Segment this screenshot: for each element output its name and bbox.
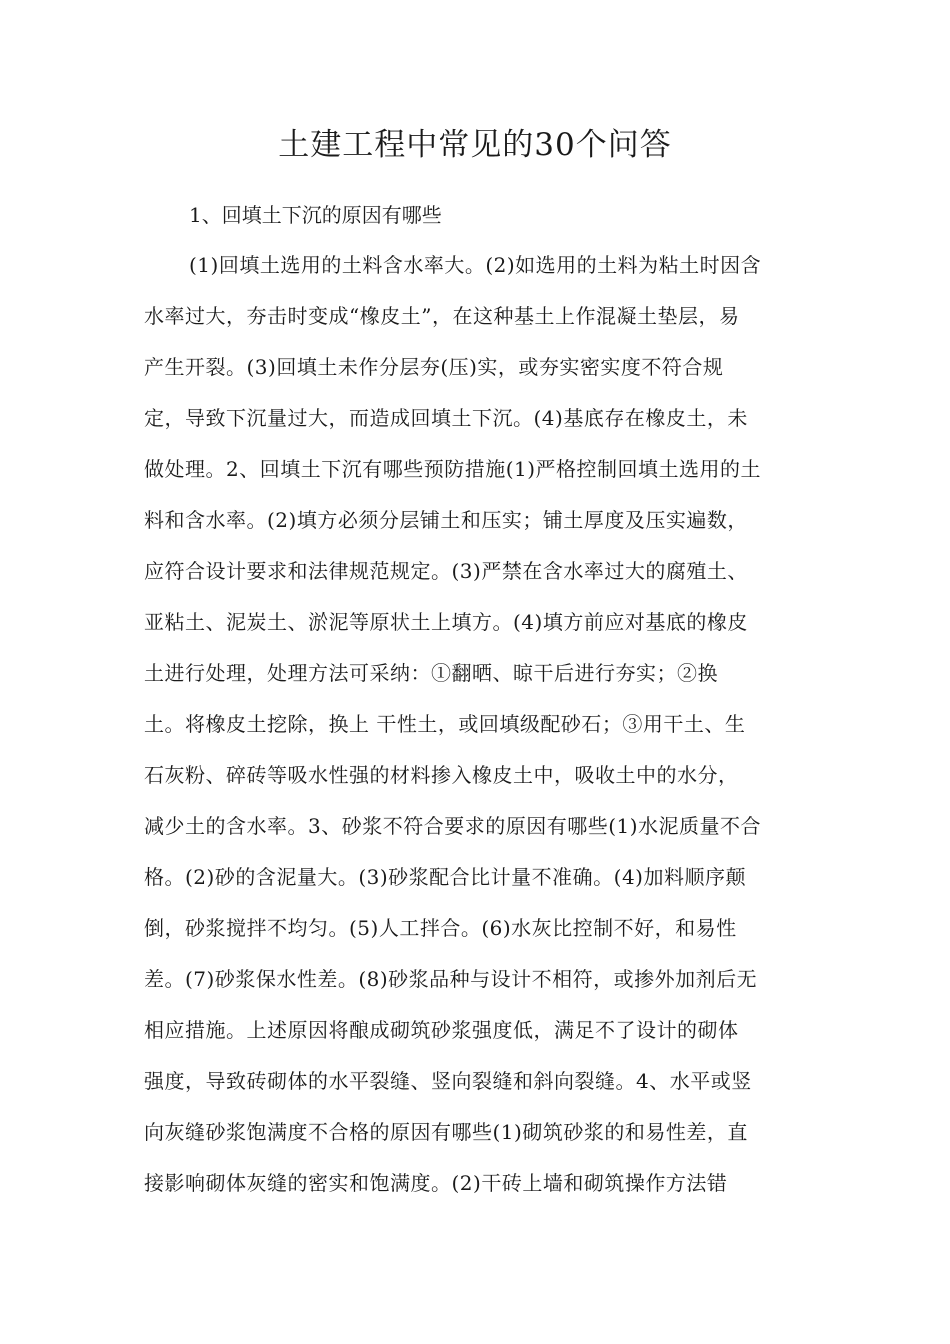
text-line: 强度，导致砖砌体的水平裂缝、竖向裂缝和斜向裂缝。4、水平或竖 bbox=[144, 1069, 752, 1093]
text-line: 土。将橡皮土挖除，换上 干性土，或回填级配砂石；③用干土、生 bbox=[144, 712, 746, 736]
text-line: 产生开裂。(3)回填土未作分层夯(压)实，或夯实密实度不符合规 bbox=[144, 355, 724, 379]
text-line: 接影响砌体灰缝的密实和饱满度。(2)干砖上墙和砌筑操作方法错 bbox=[144, 1171, 728, 1195]
text-line: 料和含水率。(2)填方必须分层铺土和压实；铺土厚度及压实遍数， bbox=[144, 508, 748, 532]
text-line: 应符合设计要求和法律规范规定。(3)严禁在含水率过大的腐殖土、 bbox=[144, 559, 748, 583]
text-line: 格。(2)砂的含泥量大。(3)砂浆配合比计量不准确。(4)加料顺序颠 bbox=[144, 865, 746, 889]
text-line: 做处理。2、回填土下沉有哪些预防措施(1)严格控制回填土选用的土 bbox=[144, 457, 762, 481]
text-line: 向灰缝砂浆饱满度不合格的原因有哪些(1)砌筑砂浆的和易性差，直 bbox=[144, 1120, 748, 1144]
text-line: 减少土的含水率。3、砂浆不符合要求的原因有哪些(1)水泥质量不合 bbox=[144, 814, 762, 838]
document-title: 土建工程中常见的30个问答 bbox=[278, 127, 672, 163]
text-line: 水率过大，夯击时变成“橡皮土”，在这种基土上作混凝土垫层，易 bbox=[144, 304, 740, 328]
text-line: 亚粘土、泥炭土、淤泥等原状土上填方。(4)填方前应对基底的橡皮 bbox=[144, 610, 748, 634]
text-line: 石灰粉、碎砖等吸水性强的材料掺入橡皮土中，吸收土中的水分， bbox=[144, 763, 739, 787]
text-line: 土进行处理，处理方法可采纳：①翻晒、晾干后进行夯实；②换 bbox=[144, 661, 718, 685]
text-line: 倒，砂浆搅拌不均匀。(5)人工拌合。(6)水灰比控制不好，和易性 bbox=[144, 916, 737, 940]
text-line: 差。(7)砂浆保水性差。(8)砂浆品种与设计不相符，或掺外加剂后无 bbox=[144, 967, 758, 991]
text-line: 定，导致下沉量过大，而造成回填土下沉。(4)基底存在橡皮土，未 bbox=[144, 406, 748, 430]
text-line: 相应措施。上述原因将酿成砌筑砂浆强度低，满足不了设计的砌体 bbox=[144, 1018, 739, 1042]
section-heading: 1、回填土下沉的原因有哪些 bbox=[189, 203, 442, 227]
text-line: (1)回填土选用的土料含水率大。(2)如选用的土料为粘土时因含 bbox=[189, 253, 762, 277]
